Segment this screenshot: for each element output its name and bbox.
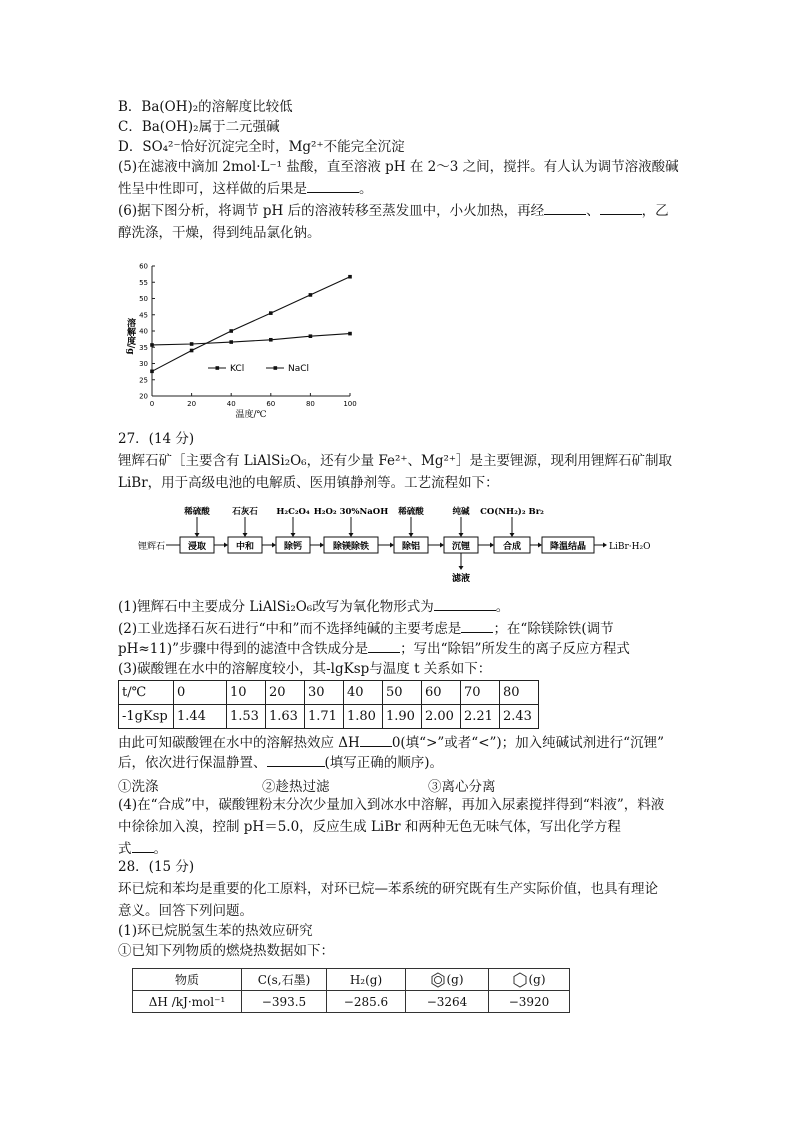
q27-2-text: (2)工业选择石灰石进行“中和”而不选择纯碱的主要考虑是 bbox=[118, 621, 462, 637]
data-point-kcl bbox=[348, 275, 352, 279]
table-cell: 2.21 bbox=[461, 705, 500, 729]
row-header: ΔH /kJ·mol⁻¹ bbox=[133, 991, 242, 1013]
q27-3-text2: 0(填“>”或者“<”)；加入纯碱试剂进行“沉锂” bbox=[391, 735, 664, 751]
x-tick-label: 100 bbox=[343, 400, 357, 408]
flow-reagent-label: CO(NH₂)₂ Br₂ bbox=[480, 507, 544, 517]
flow-arrowhead bbox=[272, 543, 276, 548]
flow-reagent-label: 石灰石 bbox=[232, 507, 258, 517]
data-point-nacl bbox=[150, 343, 154, 347]
flow-step-label: 除镁除铁 bbox=[332, 542, 370, 552]
answer-blank[interactable] bbox=[600, 202, 642, 215]
solubility-chart bbox=[118, 258, 378, 418]
table-cell: 40 bbox=[344, 681, 383, 705]
data-point-kcl bbox=[309, 293, 313, 297]
choice-wash: ①洗涤 bbox=[118, 779, 159, 795]
answer-blank[interactable] bbox=[267, 754, 325, 767]
y-tick-label: 25 bbox=[139, 376, 148, 385]
x-tick-label: 80 bbox=[305, 400, 315, 408]
q5-line2: 性呈中性即可，这样做的后果是 。 bbox=[118, 181, 373, 197]
data-point-nacl bbox=[190, 342, 194, 346]
answer-blank[interactable] bbox=[360, 734, 392, 747]
flow-filtrate-label: 滤液 bbox=[451, 574, 471, 584]
y-tick-label: 30 bbox=[139, 360, 148, 368]
legend-marker bbox=[274, 366, 278, 370]
option-c: C．Ba(OH)₂属于二元强碱 bbox=[118, 119, 280, 135]
table-cell: 1.90 bbox=[383, 705, 422, 729]
flow-arrowhead bbox=[349, 533, 354, 537]
flow-product-label: LiBr·H₂O bbox=[609, 542, 651, 552]
flow-reagent-label: 稀硫酸 bbox=[184, 507, 210, 517]
table-cell: 30 bbox=[305, 681, 344, 705]
y-tick-label: 20 bbox=[139, 392, 148, 401]
q5-text: 性呈中性即可，这样做的后果是 bbox=[118, 181, 307, 197]
table-cell: 1.71 bbox=[305, 705, 344, 729]
table-cell: −3264 bbox=[406, 991, 489, 1013]
legend-label: NaCl bbox=[288, 364, 310, 374]
y-tick-label: 35 bbox=[139, 343, 148, 352]
data-point-nacl bbox=[269, 338, 273, 342]
q27-1: (1)锂辉石中主要成分 LiAlSi₂O₆改写为氧化物形式为 。 bbox=[118, 599, 510, 615]
process-flow-diagram bbox=[138, 505, 698, 585]
choice-hot-filter: ②趁热过滤 bbox=[262, 779, 330, 795]
q6-sep: 、 bbox=[586, 203, 600, 219]
q27-1-text: (1)锂辉石中主要成分 LiAlSi₂O₆改写为氧化物形式为 bbox=[118, 599, 434, 615]
table-cell: 2.43 bbox=[500, 705, 539, 729]
y-tick-label: 60 bbox=[139, 262, 148, 271]
q27-3-line2 bbox=[118, 734, 664, 752]
option-b: B．Ba(OH)₂的溶解度比较低 bbox=[118, 99, 293, 115]
cyclohexane-ring-icon bbox=[512, 972, 528, 988]
choice-centrifuge: ③离心分离 bbox=[428, 779, 496, 795]
x-tick-label: 0 bbox=[149, 400, 155, 408]
series-line-nacl bbox=[152, 334, 350, 345]
q28-heading: 28．(15 分) bbox=[118, 859, 195, 875]
flow-arrowhead bbox=[440, 543, 444, 548]
answer-blank[interactable] bbox=[544, 202, 586, 215]
q27-2-line1 bbox=[118, 620, 614, 638]
y-tick-label: 45 bbox=[139, 311, 148, 320]
q6-tail: ，乙 bbox=[641, 203, 669, 219]
table-cell: −3920 bbox=[489, 991, 570, 1013]
q27-3-text3: 后，依次进行保温静置、 bbox=[118, 755, 267, 771]
flow-arrowhead bbox=[243, 533, 248, 537]
q28-1a: ①已知下列物质的燃烧热数据如下： bbox=[118, 943, 334, 959]
table-cell: −393.5 bbox=[242, 991, 327, 1013]
flow-arrowhead bbox=[538, 543, 542, 548]
table-cell: 0 bbox=[174, 681, 227, 705]
table-header: H₂(g) bbox=[327, 969, 406, 991]
option-d: D．SO₄²⁻恰好沉淀完全时，Mg²⁺不能完全沉淀 bbox=[118, 139, 405, 155]
table-cell: −285.6 bbox=[327, 991, 406, 1013]
row-header: -1gKsp bbox=[119, 705, 174, 729]
benzene-ring-icon bbox=[430, 972, 446, 988]
answer-blank[interactable] bbox=[307, 180, 359, 193]
flow-arrowhead bbox=[224, 543, 228, 548]
row-header: t/℃ bbox=[119, 681, 174, 705]
table-row bbox=[133, 969, 570, 991]
q27-2-text3: pH≈11)”步骤中得到的滤渣中含铁成分是 bbox=[118, 641, 369, 657]
table-header: C(s,石墨) bbox=[242, 969, 327, 991]
flow-reagent-label: H₂C₂O₄ bbox=[276, 507, 310, 517]
legend-marker bbox=[216, 366, 220, 370]
data-point-kcl bbox=[150, 370, 154, 374]
series-line-kcl bbox=[152, 277, 350, 372]
q5-line1: (5)在滤液中滴加 2mol·L⁻¹ 盐酸，直至溶液 pH 在 2～3 之间，搅拌。有人认为调节溶液酸碱 bbox=[118, 159, 679, 175]
q27-2-line2 bbox=[118, 640, 630, 658]
q6-line2: 醇洗涤，干燥，得到纯品氯化钠。 bbox=[118, 225, 321, 241]
table-cell: 20 bbox=[266, 681, 305, 705]
flow-arrowhead bbox=[603, 543, 607, 548]
flow-arrowhead bbox=[390, 543, 394, 548]
x-axis-label: 温度/℃ bbox=[235, 410, 267, 418]
flow-reagent-label: H₂O₂ 30%NaOH bbox=[313, 507, 389, 517]
table-cell: 50 bbox=[383, 681, 422, 705]
q27-heading: 27．(14 分) bbox=[118, 431, 195, 447]
q27-3: (3)碳酸锂在水中的溶解度较小，其-lgKsp与温度 t 关系如下： bbox=[118, 661, 492, 677]
flow-reagent-label: 稀硫酸 bbox=[398, 507, 424, 517]
table-cell: 2.00 bbox=[422, 705, 461, 729]
flow-reagent-label: 纯碱 bbox=[452, 507, 470, 517]
flow-arrowhead bbox=[459, 533, 464, 537]
table-cell: 1.44 bbox=[174, 705, 227, 729]
data-point-kcl bbox=[269, 311, 273, 315]
y-axis-label: 溶解度/g bbox=[125, 318, 135, 355]
answer-blank[interactable] bbox=[132, 840, 154, 853]
flow-step-label: 浸取 bbox=[187, 542, 207, 552]
table-cell: 70 bbox=[461, 681, 500, 705]
data-point-nacl bbox=[229, 340, 233, 344]
answer-blank[interactable] bbox=[368, 640, 400, 653]
flow-arrowhead bbox=[195, 533, 200, 537]
flow-arrowhead bbox=[320, 543, 324, 548]
flow-step-label: 中和 bbox=[235, 542, 255, 552]
flow-step-label: 除铝 bbox=[401, 542, 421, 552]
flow-arrowhead bbox=[459, 566, 464, 570]
table-header: 物质 bbox=[133, 969, 242, 991]
q27-3-line3 bbox=[118, 754, 443, 772]
benzene-label: (g) bbox=[446, 972, 464, 986]
table-row bbox=[119, 705, 539, 729]
q27-4-line2: 中徐徐加入溴，控制 pH＝5.0，反应生成 LiBr 和两种无色无味气体，写出化学方程 bbox=[118, 819, 621, 835]
q6-line1 bbox=[118, 202, 669, 220]
legend-label: KCl bbox=[230, 364, 245, 374]
table-cell: 80 bbox=[500, 681, 539, 705]
table-header bbox=[489, 969, 570, 991]
y-tick-label: 40 bbox=[139, 327, 148, 336]
table-cell: 1.63 bbox=[266, 705, 305, 729]
q27-3-text4: (填写正确的顺序)。 bbox=[324, 755, 444, 771]
data-point-nacl bbox=[309, 334, 313, 338]
flow-step-label: 合成 bbox=[502, 542, 522, 552]
y-tick-label: 55 bbox=[139, 278, 148, 287]
data-point-kcl bbox=[229, 329, 233, 333]
q27-2-text4: ；写出“除铝”所发生的离子反应方程式 bbox=[400, 641, 630, 657]
table-row bbox=[133, 991, 570, 1013]
lgksp-table bbox=[118, 680, 539, 729]
q27-intro2: LiBr，用于高级电池的电解质、医用镇静剂等。工艺流程如下： bbox=[118, 475, 499, 491]
flow-arrowhead bbox=[510, 533, 515, 537]
answer-blank[interactable] bbox=[461, 620, 493, 633]
q27-4-text: 式 bbox=[118, 841, 132, 857]
q27-4-line1: (4)在“合成”中，碳酸锂粉末分次少量加入到冰水中溶解，再加入尿素搅拌得到“料液”，料液 bbox=[118, 797, 665, 813]
data-point-nacl bbox=[348, 332, 352, 336]
data-point-kcl bbox=[190, 349, 194, 353]
flow-start-label: 锂辉石 bbox=[138, 542, 166, 552]
table-cell: 1.80 bbox=[344, 705, 383, 729]
q27-2-text2: ；在“除镁除铁(调节 bbox=[493, 621, 614, 637]
table-cell: 60 bbox=[422, 681, 461, 705]
flow-arrowhead bbox=[291, 533, 296, 537]
flow-arrowhead bbox=[490, 543, 494, 548]
answer-blank[interactable] bbox=[434, 598, 496, 611]
q28-1: (1)环已烷脱氢生苯的热效应研究 bbox=[118, 923, 313, 939]
q28-intro2: 意义。回答下列问题。 bbox=[118, 903, 253, 919]
q27-3-text: 由此可知碳酸锂在水中的溶解热效应 ΔH bbox=[118, 735, 360, 751]
flow-step-label: 除钙 bbox=[283, 542, 303, 552]
table-header bbox=[406, 969, 489, 991]
x-tick-label: 20 bbox=[187, 400, 197, 408]
q6-text: (6)据下图分析，将调节 pH 后的溶液转移至蒸发皿中，小火加热，再经 bbox=[118, 203, 545, 219]
cyclohexane-label: (g) bbox=[528, 972, 546, 986]
flow-step-label: 沉锂 bbox=[451, 542, 471, 552]
q27-4-line3: 式 。 bbox=[118, 841, 167, 857]
table-cell: 10 bbox=[227, 681, 266, 705]
x-tick-label: 60 bbox=[266, 400, 276, 408]
flow-arrowhead bbox=[409, 533, 414, 537]
y-tick-label: 50 bbox=[139, 295, 148, 303]
q27-intro1: 锂辉石矿［主要含有 LiAlSi₂O₆，还有少量 Fe²⁺、Mg²⁺］是主要锂源，现利用锂辉石矿制取 bbox=[118, 453, 673, 469]
combustion-heat-table bbox=[132, 968, 570, 1013]
q28-intro1: 环已烷和苯均是重要的化工原料，对环已烷—苯系统的研究既有生产实际价值，也具有理论 bbox=[118, 881, 658, 897]
x-tick-label: 40 bbox=[226, 400, 236, 408]
flow-step-label: 降温结晶 bbox=[549, 542, 587, 552]
table-row bbox=[119, 681, 539, 705]
table-cell: 1.53 bbox=[227, 705, 266, 729]
